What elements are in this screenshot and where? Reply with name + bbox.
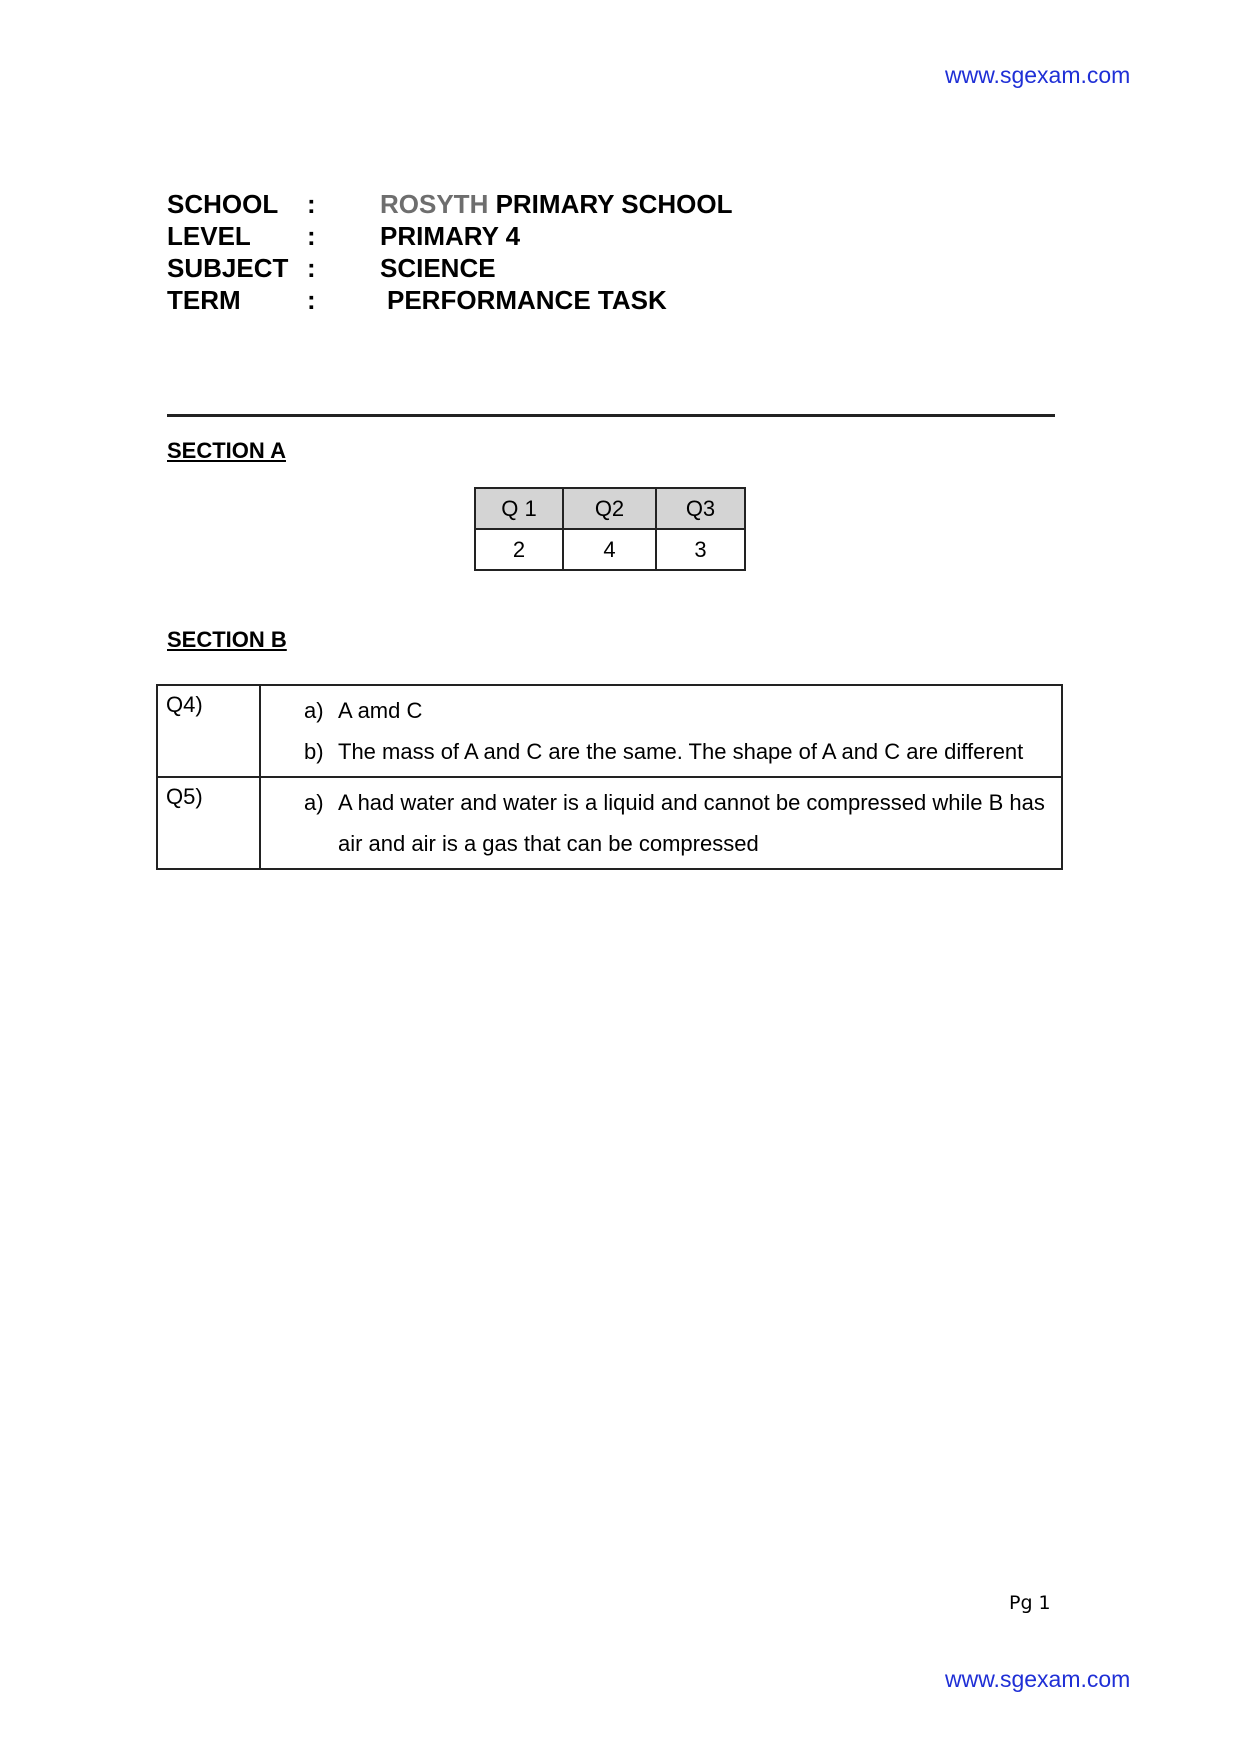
term-value: PERFORMANCE TASK — [387, 285, 667, 315]
header-divider — [167, 414, 1055, 417]
answer-marker: b) — [304, 739, 324, 764]
section-b-title: SECTION B — [167, 627, 287, 652]
school-colon: : — [307, 189, 316, 219]
answer-part — [304, 731, 1051, 772]
answer-text: A amd C — [338, 698, 423, 723]
mcq-answer-row — [475, 529, 745, 570]
subject-value: SCIENCE — [380, 253, 496, 283]
school-label: SCHOOL — [167, 189, 279, 219]
subject-label: SUBJECT — [167, 253, 289, 283]
section-a-answer-table — [474, 487, 746, 571]
school-name-first: ROSYTH — [380, 189, 489, 219]
school-name-rest: PRIMARY SCHOOL — [488, 189, 733, 219]
term-colon: : — [307, 285, 316, 315]
level-colon: : — [307, 221, 316, 251]
mcq-answer-cell: 4 — [563, 529, 656, 570]
question-number: Q4) — [157, 685, 260, 777]
mcq-answer-cell: 3 — [656, 529, 745, 570]
watermark-bottom: www.sgexam.com — [945, 1666, 1131, 1692]
answer-marker: a) — [304, 698, 324, 723]
question-number: Q5) — [157, 777, 260, 869]
mcq-header-cell: Q3 — [656, 488, 745, 529]
table-row — [157, 685, 1062, 777]
section-a-title: SECTION A — [167, 438, 286, 463]
level-label: LEVEL — [167, 221, 251, 251]
page-number: Pg 1 — [1009, 1592, 1051, 1614]
school-value — [380, 188, 732, 220]
mcq-header-row — [475, 488, 745, 529]
term-label: TERM — [167, 285, 241, 315]
answer-marker: a) — [304, 790, 324, 815]
watermark-top: www.sgexam.com — [945, 62, 1131, 88]
mcq-header-cell: Q2 — [563, 488, 656, 529]
table-row — [157, 777, 1062, 869]
section-b-answer-table — [156, 684, 1063, 870]
subject-colon: : — [307, 253, 316, 283]
mcq-header-cell: Q 1 — [475, 488, 563, 529]
answer-text: The mass of A and C are the same. The shape of A and C are different — [338, 739, 1024, 764]
level-value: PRIMARY 4 — [380, 221, 521, 251]
answer-cell — [260, 777, 1062, 869]
answer-part — [304, 782, 1051, 864]
answer-text: A had water and water is a liquid and cannot be compressed while B has air and air is a gas that can be compressed — [338, 790, 1045, 856]
mcq-answer-cell: 2 — [475, 529, 563, 570]
answer-cell — [260, 685, 1062, 777]
answer-part — [304, 690, 1051, 731]
